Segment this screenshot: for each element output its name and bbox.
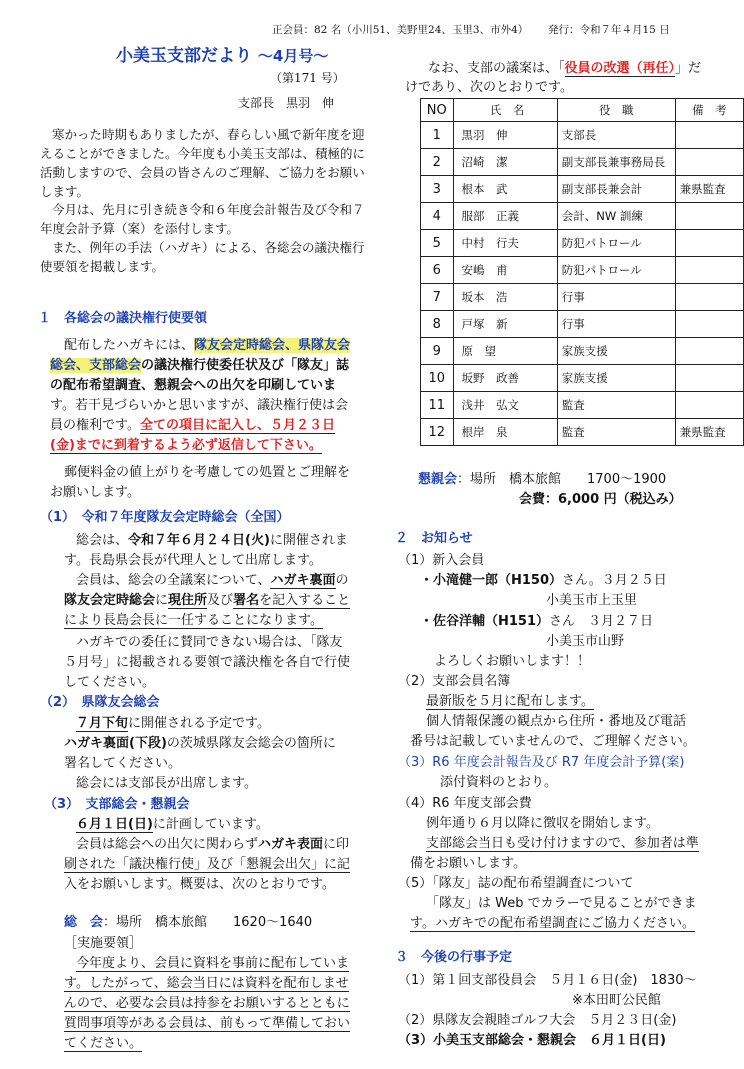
new-member-greeting: よろしくお願いします！！ — [434, 654, 591, 669]
notice-1: （1）新入会員 — [398, 553, 485, 568]
new-member-1-address: 小美玉市上玉里 — [546, 593, 638, 608]
s1-line-3: の配布希望調査、懇親会への出欠を印刷していま — [50, 378, 337, 393]
header-role: 役 職 — [557, 99, 675, 122]
header-no: NO — [421, 99, 454, 122]
intro-paragraph-2: 今月は、先月に引き続き令和６年度会計報告及び令和７年度会計予算（案）を添付します。 — [40, 202, 365, 236]
sub1-line-7: ５月号」に掲載される要領で議決権を各自で行使 — [64, 655, 351, 670]
table-row: 4 服部 正義 会計、NW 訓練 — [421, 203, 744, 230]
table-header-row — [421, 99, 744, 122]
table-row: 6 安嶋 甫 防犯パトロール — [421, 257, 744, 284]
table-row: 12 根岸 泉 監査 兼県監査 — [421, 419, 744, 446]
jisshi-heading: ［実施要領］ — [64, 936, 143, 951]
event-1: （1）第１回支部役員会 ５月１６日(金) 1830～ — [398, 973, 697, 988]
kaihi-line: 会費：6,000 円（税込み） — [519, 492, 682, 507]
section-1-heading: １ 各総会の議決権行使要領 — [38, 311, 208, 326]
sub3-line-1: ６月１日(日)に計画しています。 — [76, 817, 269, 832]
sub3-line-3: 刷された「議決権行使」及び「懇親会出欠」に記 — [64, 853, 350, 873]
event-3: （3）小美玉支部総会・懇親会 ６月１日(日) — [398, 1033, 666, 1048]
header-name: 氏 名 — [453, 99, 557, 122]
intro-paragraph-3: また、例年の手法（ハガキ）による、各総会の議決権行使要領を掲載します。 — [40, 240, 365, 274]
sub1-line-6: ハガキでの委任に賛同できない場合は、「隊友 — [76, 635, 343, 650]
agenda-line-2: けであり、次のとおりです。 — [405, 80, 573, 95]
notice-3: （3）R6 年度会計報告及び R7 年度会計予算(案) — [398, 755, 685, 770]
notice-5-line-1: 「隊友」は Web でカラーで見ることができま — [426, 896, 697, 911]
jisshi-line-5: てください。 — [64, 1032, 142, 1052]
sub1-line-3: 会員は、総会の全議案について、ハガキ裏面の — [76, 573, 349, 588]
section-3-heading: ３ 今後の行事予定 — [395, 950, 513, 965]
s1-line-1: 配布したハガキには、隊友会定時総会、県隊友会 — [64, 338, 351, 353]
title-sub: ～4月号～ — [257, 47, 329, 65]
s1-line-5: 員の権利です。全ての項目に記入し、５月２３日 — [50, 418, 335, 433]
new-member-2: ・佐谷洋輔（H151）さん ３月２７日 — [420, 614, 654, 629]
table-row: 9 原 望 家族支援 — [421, 338, 744, 365]
sokai-line: 総 会：場所 橋本旅館 1620～1640 — [64, 915, 313, 930]
header-issued: 発行：令和７年４月15 日 — [548, 24, 670, 36]
s1-line-7: 郵便料金の値上がりを考慮しての処置とご理解を — [64, 465, 351, 480]
sub2-line-3: 署名してください。 — [64, 756, 182, 771]
sub1-line-4: 隊友会定時総会に現住所及び署名を記入すること — [64, 593, 351, 608]
officers-table — [420, 98, 744, 446]
table-row: 5 中村 行夫 防犯パトロール — [421, 230, 744, 257]
sub1-line-5: により長島会長に一任することになります。 — [64, 609, 323, 629]
sub-2-heading: （2） 県隊友会総会 — [40, 695, 160, 710]
author: 支部長 黒羽 伸 — [238, 96, 335, 110]
notice-4-line-3: 備をお願いします。 — [410, 856, 526, 871]
sub2-line-1: ７月下旬に開催される予定です。 — [76, 716, 270, 731]
sub3-line-2: 会員は総会への出欠に関わらずハガキ表面に印 — [76, 837, 350, 852]
sub2-line-4: 総会には支部長が出席します。 — [76, 776, 257, 791]
table-row: 7 坂本 浩 行事 — [421, 284, 744, 311]
intro-paragraph-1: 寒かった時期もありましたが、春らしい風で新年度を迎えることができました。今年度も小美玉支部は、積極的に活動しますので、会員の皆さんのご理解、ご協力をお願いします。 — [40, 127, 366, 199]
notice-4: （4）R6 年度支部会費 — [398, 796, 532, 811]
table-row: 8 戸塚 新 行事 — [421, 311, 744, 338]
sub2-line-2: ハガキ裏面(下段)の茨城県隊友会総会の箇所に — [64, 736, 336, 751]
header-members: 正会員：82 名（小川51、美野里24、玉里3、市外4） — [272, 24, 529, 36]
title-main: 小美玉支部だより — [116, 46, 252, 66]
sub-3-heading: （3） 支部総会・懇親会 — [44, 797, 190, 812]
table-row: 1 黒羽 伸 支部長 — [421, 122, 744, 149]
notice-2-line-1: 最新版を５月に配布します。 — [426, 690, 594, 710]
s1-line-8: お願いします。 — [50, 485, 140, 500]
table-row: 11 浅井 弘文 監査 — [421, 392, 744, 419]
event-2: （2）県隊友会親睦ゴルフ大会 ５月２３日(金) — [398, 1013, 677, 1028]
notice-4-line-2: 支部総会当日も受け付けますので、参加者は準 — [426, 832, 699, 852]
table-row: 3 根本 武 副支部長兼会計 兼県監査 — [421, 176, 744, 203]
new-member-2-address: 小美玉市山野 — [546, 634, 625, 649]
newsletter-title — [116, 41, 328, 66]
jisshi-line-4: 質問事項等がある会員は、前もって準備しておい — [64, 1012, 350, 1032]
notice-4-line-1: 例年通り６月以降に徴収を開始します。 — [426, 816, 659, 831]
new-member-1: ・小滝健一郎（H150）さん。３月２５日 — [420, 573, 667, 588]
notice-5: （5）「隊友」誌の配布希望調査について — [398, 876, 634, 891]
notice-2: （2）支部会員名簿 — [398, 674, 511, 689]
sub1-line-8: してください。 — [64, 675, 156, 690]
sub1-line-1: 総会は、令和７年６月２４日(火)に開催されま — [76, 533, 348, 548]
sub3-line-4: 入をお願いします。概要は、次のとおりです。 — [64, 877, 335, 892]
section-2-heading: ２ お知らせ — [395, 531, 473, 546]
jisshi-line-2: す。したがって、総会当日には資料を配布しませ — [64, 972, 349, 992]
header-note: 備 考 — [675, 99, 743, 122]
notice-2-line-2: 個人情報保護の観点から住所・番地及び電話 — [426, 714, 687, 729]
table-row: 2 沼崎 潔 副支部長兼事務局長 — [421, 149, 744, 176]
sub-1-heading: （1） 令和７年度隊友会定時総会（全国） — [40, 510, 290, 525]
agenda-line-1: なお、支部の議案は、「役員の改選（再任）」だ — [428, 61, 702, 76]
notice-5-line-2: す。ハガキでの配布希望調査にご協力ください。 — [410, 912, 695, 932]
issue-number: （第171 号） — [270, 71, 345, 85]
notice-2-line-3: 番号は記載していませんので、ご理解ください。 — [410, 734, 696, 749]
s1-line-4: す。若干見づらいかと思いますが、議決権行使は会 — [50, 398, 348, 413]
jisshi-line-1: 今年度より、会員に資料を事前に配布していま — [76, 952, 349, 972]
s1-line-6: (金)までに到着するよう必ず返信して下さい。 — [50, 434, 322, 454]
s1-line-2: 総会、支部総会の議決権行使委任状及び「隊友」誌 — [50, 358, 350, 373]
sub1-line-2: す。長島県会長が代理人として出席します。 — [64, 553, 322, 568]
konshinkai-line: 懇親会：場所 橋本旅館 1700～1900 — [418, 472, 667, 487]
notice-3-line-1: 添付資料のとおり。 — [440, 775, 558, 790]
table-row: 10 坂野 政善 家族支援 — [421, 365, 744, 392]
jisshi-line-3: んので、必要な会員は持参をお願いするとともに — [64, 992, 350, 1012]
event-1-note: ※本田町公民館 — [572, 993, 661, 1008]
